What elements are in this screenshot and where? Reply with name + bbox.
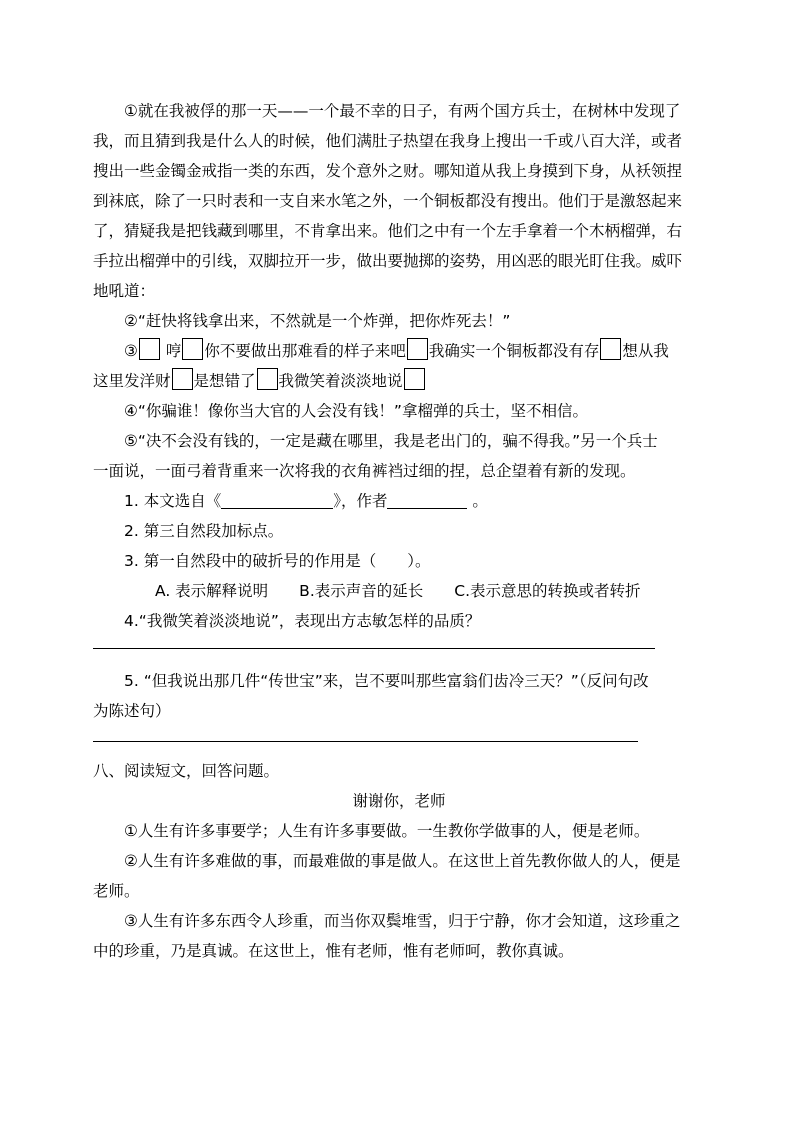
passage-paragraph-2: ②“赶快将钱拿出来，不然就是一个炸弹，把你炸死去！” <box>124 312 511 330</box>
author-blank[interactable] <box>387 492 467 509</box>
section-heading: 八、阅读短文，回答问题。 <box>93 762 280 780</box>
punctuation-box[interactable] <box>257 368 278 390</box>
question-2: 2. 第三自然段加标点。 <box>124 522 284 540</box>
text-line: 搜出一些金镯金戒指一类的东西，发个意外之财。哪知道从我上身摸到下身，从袄领捏 <box>93 162 683 180</box>
passage-paragraph-3-punctuation-exercise <box>93 336 705 396</box>
text-line: 5. “但我说出那几件“传世宝”来，岂不要叫那些富翁们齿冷三天？”（反问句改 <box>124 672 649 690</box>
question-5 <box>93 666 705 726</box>
article-paragraph-3 <box>93 906 705 966</box>
text-line: 为陈述句） <box>93 702 171 720</box>
question-3-options: A. 表示解释说明 B.表示声音的延长 C.表示意思的转换或者转折 <box>155 582 641 600</box>
text-line: ⑤“决不会没有钱的，一定是藏在哪里，我是老出门的，骗不得我。”另一个兵士 <box>124 432 658 450</box>
text-line: ①就在我被俘的那一天——一个最不幸的日子，有两个国方兵士，在树林中发现了 <box>124 102 681 120</box>
punctuation-box[interactable] <box>139 338 160 360</box>
text-line: ③人生有许多东西令人珍重，而当你双鬓堆雪，归于宁静，你才会知道，这珍重之 <box>124 912 681 930</box>
answer-line[interactable] <box>93 648 655 649</box>
text-line: 一面说，一面弓着背重来一次将我的衣角裤裆过细的捏，总企望着有新的发现。 <box>93 462 636 480</box>
punctuation-box[interactable] <box>600 338 621 360</box>
book-title-blank[interactable] <box>221 492 333 509</box>
text-line: 我，而且猜到我是什么人的时候，他们满肚子热望在我身上搜出一千或八百大洋，或者 <box>93 132 683 150</box>
answer-area <box>93 726 705 756</box>
article-title: 谢谢你，老师 <box>352 792 446 810</box>
passage-paragraph-5 <box>93 426 705 486</box>
punctuation-box[interactable] <box>404 368 425 390</box>
text-line: 了，猜疑我是把钱藏到哪里，不肯拿出来。他们之中有一个左手拿着一个木柄榴弹，右 <box>93 222 683 240</box>
text-line: 手拉出榴弹中的引线，双脚拉开一步，做出要抛掷的姿势，用凶恶的眼光盯住我。威吓 <box>93 252 683 270</box>
text-line: 中的珍重，乃是真诚。在这世上，惟有老师，惟有老师呵，教你真诚。 <box>93 942 574 960</box>
text-line: 地吼道： <box>93 282 156 300</box>
punctuation-box[interactable] <box>172 368 193 390</box>
question-3: 3. 第一自然段中的破折号的作用是（ ）。 <box>124 552 431 570</box>
punctuation-box[interactable] <box>407 338 428 360</box>
passage-paragraph-4: ④“你骗谁！像你当大官的人会没有钱！”拿榴弹的兵士，坚不相信。 <box>124 402 588 420</box>
question-4: 4.“我微笑着淡淡地说”，表现出方志敏怎样的品质？ <box>124 612 481 630</box>
text-line: ③ 哼 你不要做出那难看的样子来吧 我确实一个铜板都没有存 想从我 <box>93 336 705 366</box>
punctuation-box[interactable] <box>182 338 203 360</box>
text-line: ②人生有许多难做的事，而最难做的事是做人。在这世上首先教你做人的人，便是 <box>124 852 681 870</box>
text-line: 这里发洋财 是想错了 我微笑着淡淡地说 <box>93 366 705 396</box>
answer-area <box>93 636 705 666</box>
passage-paragraph-1 <box>93 96 705 306</box>
text-line: 老师。 <box>93 882 140 900</box>
article-paragraph-1: ①人生有许多事要学；人生有许多事要做。一生教你学做事的人，便是老师。 <box>124 822 650 840</box>
article-paragraph-2 <box>93 846 705 906</box>
question-1: 1. 本文选自《 》，作者 。 <box>124 492 488 510</box>
document-page <box>93 96 705 966</box>
text-line: 到袜底，除了一只时表和一支自来水笔之外，一个铜板都没有搜出。他们于是激怒起来 <box>93 192 683 210</box>
answer-line[interactable] <box>93 741 638 742</box>
